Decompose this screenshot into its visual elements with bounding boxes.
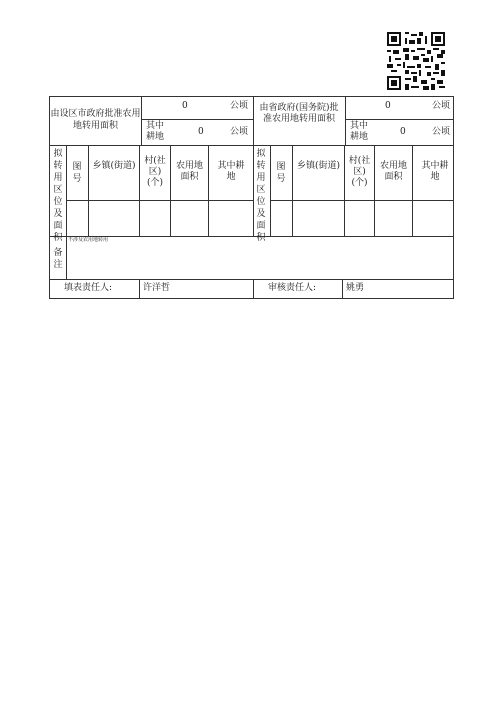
left-farmland-label: 其中耕地 <box>145 121 164 142</box>
right-farmland-unit: 公顷 <box>432 127 451 137</box>
left-approval-unit: 公顷 <box>230 101 249 111</box>
col-village-right: 村(社区)(个) <box>348 156 371 188</box>
col-township-right: 乡镇(街道) <box>296 161 341 171</box>
qr-code-icon <box>387 32 445 90</box>
col-map-no-left: 图号 <box>72 162 82 184</box>
col-agri-area-left: 农用地面积 <box>175 161 203 182</box>
col-map-no-right: 图号 <box>276 162 286 184</box>
filler-name: 许洋哲 <box>143 283 171 293</box>
remarks-text: 不涉及农用地转用 <box>68 237 109 243</box>
left-approval-title: 由设区市政府批准农用地转用面积 <box>50 109 141 131</box>
left-approval-value: 0 <box>182 101 188 111</box>
reviewer-label: 审核责任人: <box>268 283 317 293</box>
right-approval-title: 由省政府(国务院)批准农用地转用面积 <box>259 103 339 124</box>
location-label-left: 拟转用区位及面积 <box>53 149 63 243</box>
remarks-label: 备注 <box>53 248 63 270</box>
col-agri-area-right: 农用地面积 <box>379 161 407 182</box>
col-township-left: 乡镇(街道) <box>92 161 136 171</box>
right-approval-unit: 公顷 <box>432 101 451 111</box>
col-farmland-right: 其中耕地 <box>421 161 449 182</box>
reviewer-name: 姚勇 <box>346 283 365 293</box>
right-farmland-value: 0 <box>400 127 406 137</box>
right-approval-value: 0 <box>385 101 391 111</box>
left-farmland-value: 0 <box>198 127 204 137</box>
col-farmland-left: 其中耕地 <box>217 161 245 182</box>
col-village-left: 村(社区)(个) <box>144 156 166 188</box>
location-label-right: 拟转用区位及面积 <box>256 149 266 243</box>
right-farmland-label: 其中耕地 <box>349 121 368 142</box>
left-farmland-unit: 公顷 <box>230 127 249 137</box>
filler-label: 填表责任人: <box>64 283 113 293</box>
